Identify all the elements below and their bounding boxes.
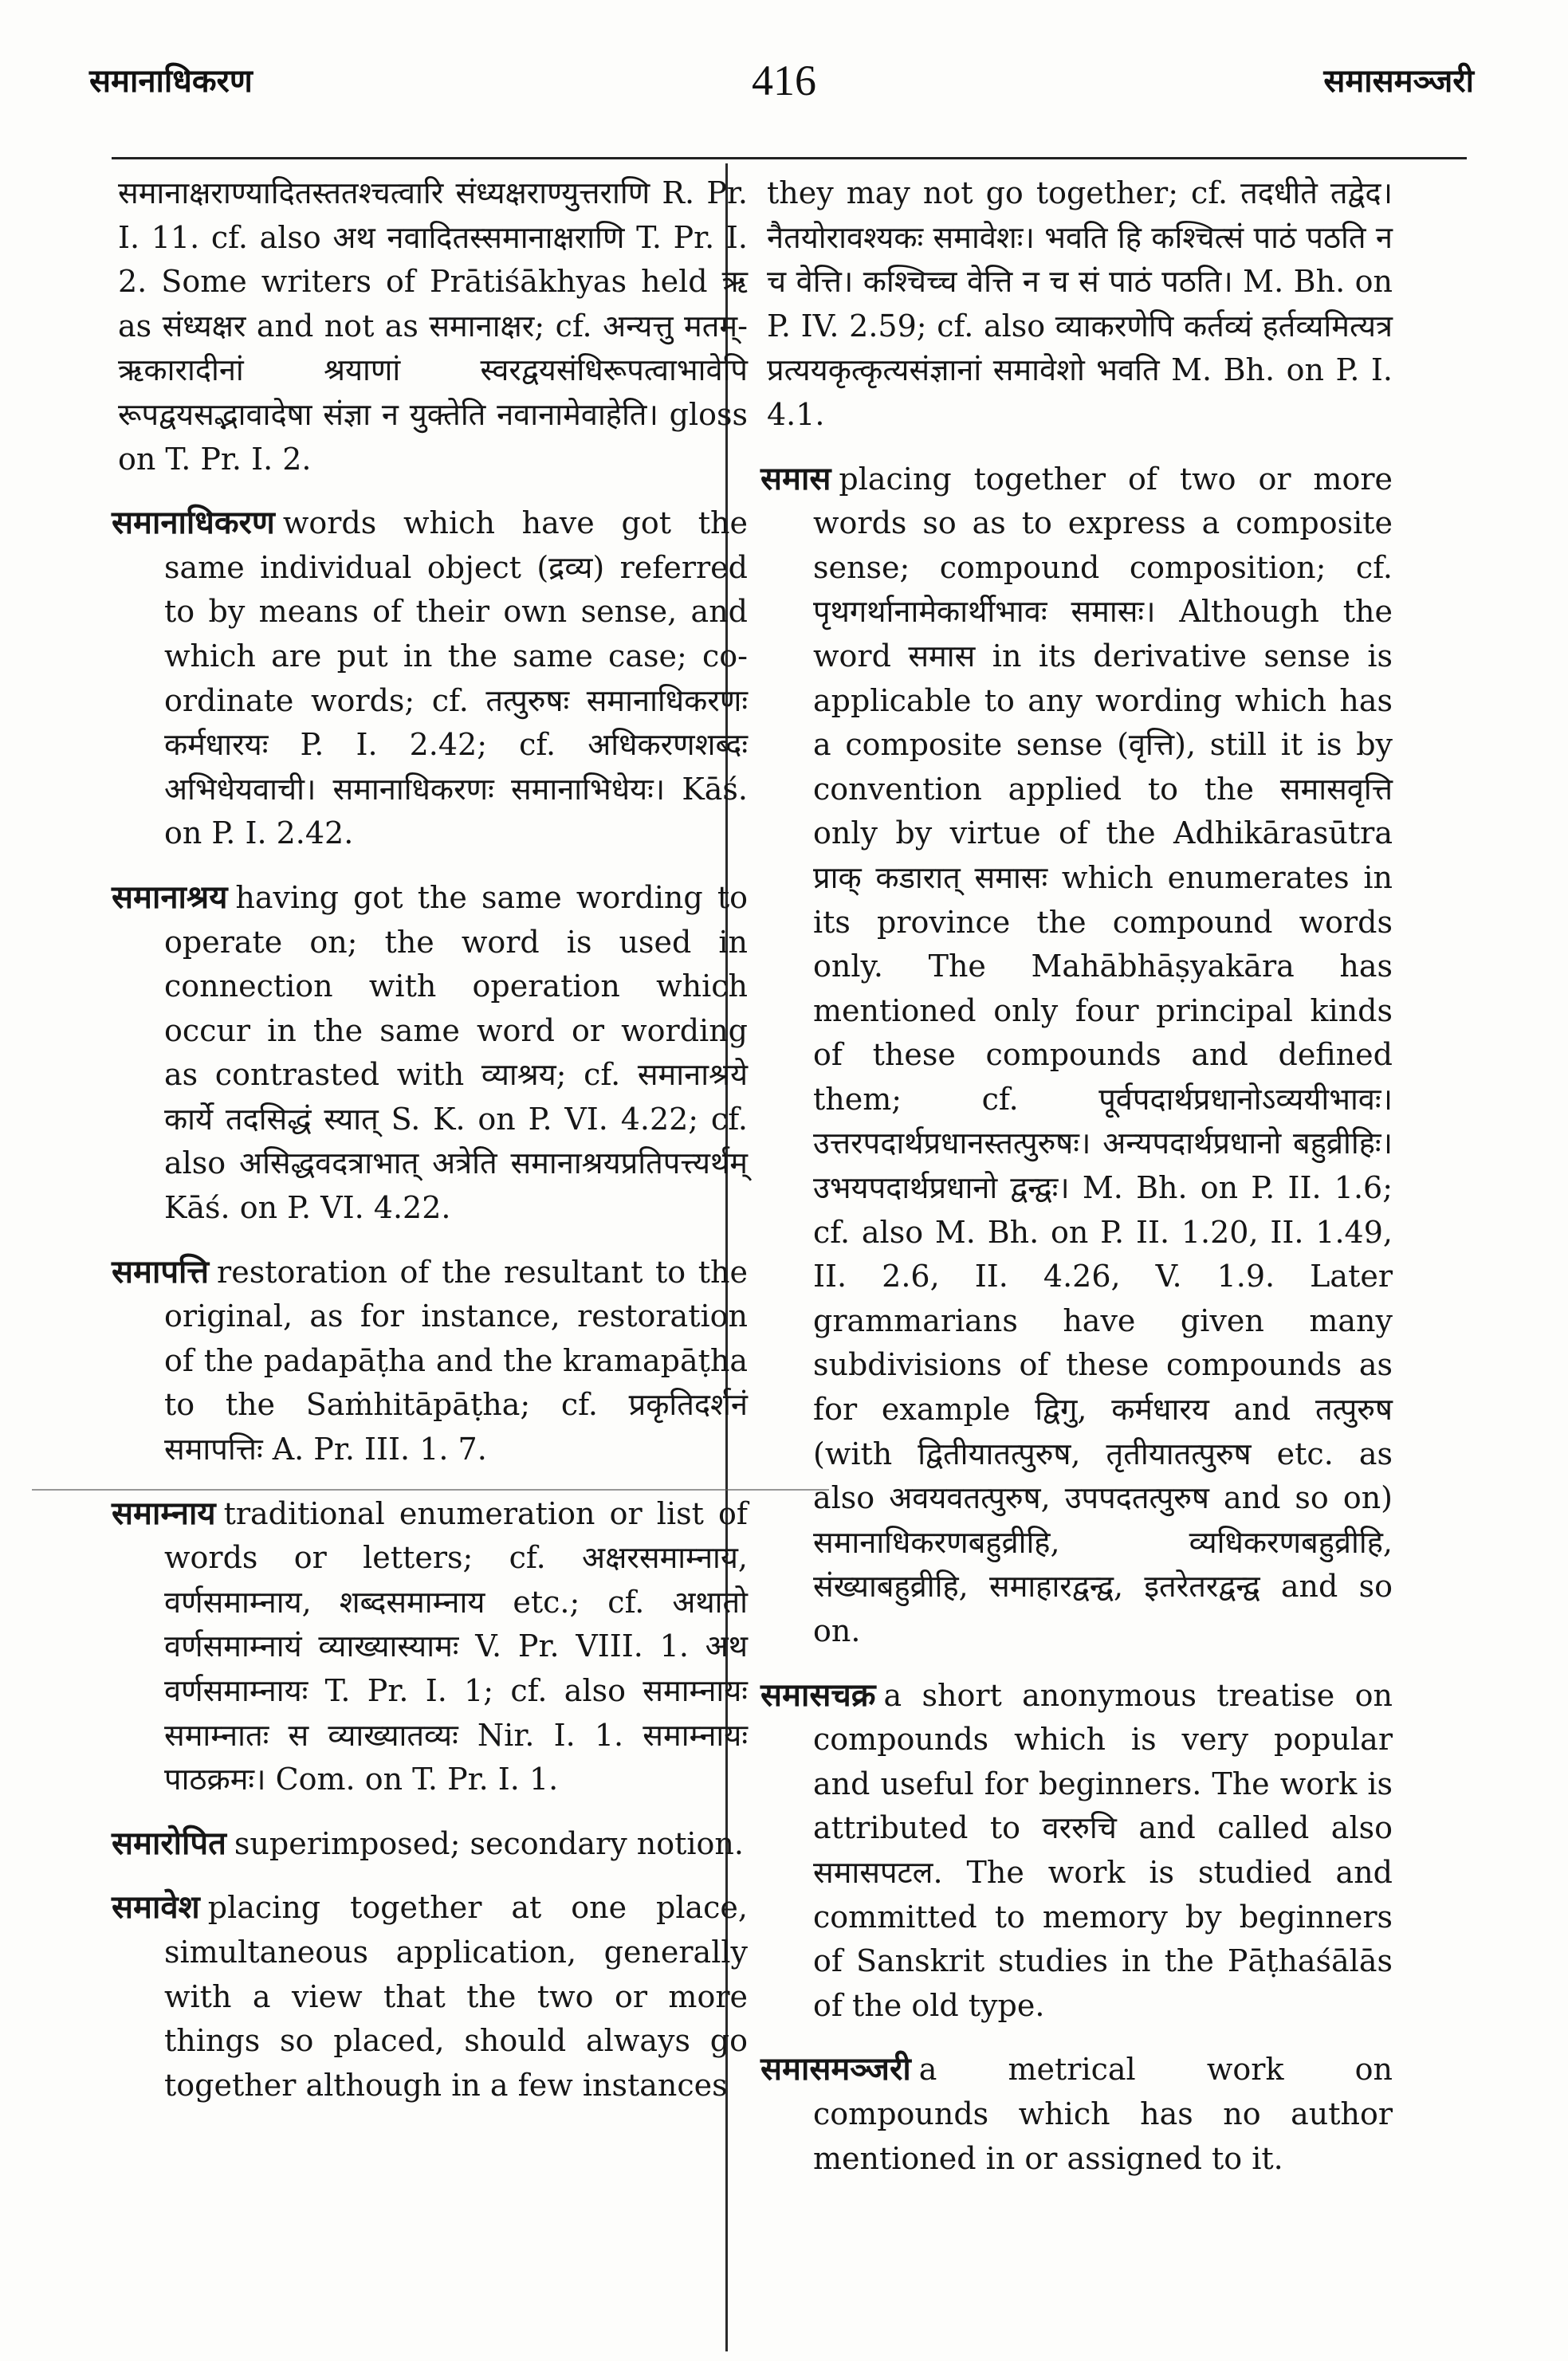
entry-headword: समास (760, 459, 831, 497)
entry (760, 1673, 1393, 2029)
entry-text: having got the same wording to operate on; the word is used in connection with operation which occur in the same word or wording as contrasted with व्याश्रय; cf. समानाश्रये कार्ये तदसिद्धं स्यात् S. K. on P. VI. 4.22; cf. also असिद्धवदत्राभात् अत्रेति समानाश्रयप्रतिपत्त्यर्थम् Kāś. on P. VI. 4.22. (164, 879, 748, 1226)
entry-text: words which have got the same individual object (द्रव्य) referred to by means of their own sense, and which are put in the same case; co-ordinate words; cf. तत्पुरुषः समानाधिकरणः कर्मधारयः P. I. 2.42; cf. अधिकरणशब्दः अभिधेयवाची। समानाधिकरणः समानाभिधेयः। Kāś. on P. I. 2.42. (164, 505, 748, 851)
entry-headword: समाम्नाय (112, 1494, 216, 1532)
entry-text: समानाक्षराण्यादितस्ततश्चत्वारि संध्यक्षराण्युत्तराणि R. Pr. I. 11. cf. also अथ नवादितस्समानाक्षराणि T. Pr. I. 2. Some writers of Prātiśākhyas held ऋ as संध्यक्षर and not as समानाक्षर; cf. अन्यत्तु मतम्-ऋकारादीनां श्रयाणां स्वरद्वयसंधिरूपत्वाभावेपि रूपद्वयसद्भावादेषा संज्ञा न युक्तेति नवानामेवाहेति। gloss on T. Pr. I. 2. (118, 175, 748, 477)
entry-text: traditional enumeration or list of words or letters; cf. अक्षरसमाम्नाय, वर्णसमाम्नाय, शब्दसमाम्नाय etc.; cf. अथातो वर्णसमाम्नायं व्याख्यास्यामः V. Pr. VIII. 1. अथ वर्णसमाम्नायः T. Pr. I. 1; cf. also समाम्नायः समाम्नातः स व्याख्यातव्यः Nir. I. 1. समाम्नायः पाठक्रमः। Com. on T. Pr. I. 1. (164, 1495, 748, 1797)
entry-headword: समापत्ति (112, 1252, 210, 1290)
entry (112, 1250, 748, 1472)
right-column (760, 171, 1393, 2200)
entry (112, 501, 748, 856)
entry-headword: समानाश्रय (112, 878, 228, 916)
entry (112, 1491, 748, 1802)
entry-headword: समासमञ्जरी (760, 2050, 911, 2088)
entry-headword: समावेश (112, 1888, 200, 1927)
entry-text: restoration of the resultant to the original, as for instance, restoration of the padapāṭha and the kramapāṭha to the Saṁhitāpāṭha; cf. प्रकृतिदर्शनं समापत्तिः A. Pr. III. 1. 7. (164, 1254, 748, 1467)
entry-text: a short anonymous treatise on compounds which is very popular and useful for beginners. The work is attributed to वररुचि and called also समासपटल. The work is studied and committed to memory by beginners of Sanskrit studies in the Pāṭhaśālās of the old type. (813, 1677, 1393, 2023)
page-number: 416 (752, 57, 816, 104)
entry-continuation (767, 171, 1393, 438)
entry (112, 1821, 748, 1867)
running-head-right: समासमञ्जरी (1323, 62, 1474, 100)
entry-headword: समानाधिकरण (112, 504, 275, 542)
entry-headword: समारोपित (112, 1824, 226, 1862)
entry (760, 457, 1393, 1654)
entry-text: superimposed; secondary notion. (234, 1825, 744, 1861)
entry-headword: समासचक्र (760, 1675, 876, 1714)
entry (112, 875, 748, 1231)
running-head-left: समानाधिकरण (89, 62, 253, 100)
entry-text: they may not go together; cf. तदधीते तद्वेद। नैतयोरावश्यकः समावेशः। भवति हि कश्चित्सं पाठं पठति न च वेत्ति। कश्चिच्च वेत्ति न च सं पाठं पठति। M. Bh. on P. IV. 2.59; cf. also व्याकरणेपि कर्तव्यं हर्तव्यमित्यत्र प्रत्ययकृत्कृत्यसंज्ञानां समावेशो भवति M. Bh. on P. I. 4.1. (767, 175, 1393, 432)
left-column (112, 171, 748, 2127)
entry-text: placing together at one place, simultaneous application, generally with a view that the two or more things so placed, should always go together although in a few instances (164, 1890, 748, 2103)
entry-text: a metrical work on compounds which has no author mentioned in or assigned to it. (813, 2052, 1393, 2176)
entry (112, 1885, 748, 2108)
header-rule (112, 157, 1467, 159)
entry (760, 2047, 1393, 2181)
entry-continuation (118, 171, 748, 481)
entry-text: placing together of two or more words so as to express a composite sense; compound composition; cf. पृथगर्थानामेकार्थीभावः समासः। Although the word समास in its derivative sense is applicable to any wording which has a composite sense (वृत्ति), still it is by convention applied to the समासवृत्ति only by virtue of the Adhikārasūtra प्राक् कडारात् समासः which enumerates in its province the compound words only. The Mahābhāṣyakāra has mentioned only four principal kinds of these compounds and defined them; cf. पूर्वपदार्थप्रधानोऽव्ययीभावः। उत्तरपदार्थप्रधानस्तत्पुरुषः। अन्यपदार्थप्रधानो बहुव्रीहिः। उभयपदार्थप्रधानो द्वन्द्वः। M. Bh. on P. II. 1.6; cf. also M. Bh. on P. II. 1.20, II. 1.49, II. 2.6, II. 4.26, V. 1.9. Later grammarians have given many subdivisions of these compounds as for example द्विगु, कर्मधारय and तत्पुरुष (with द्वितीयातत्पुरुष, तृतीयातत्पुरुष etc. as also अवयवतत्पुरुष, उपपदतत्पुरुष and so on) समानाधिकरणबहुव्रीहि, व्यधिकरणबहुव्रीहि, संख्याबहुव्रीहि, समाहारद्वन्द्व, इतरेतरद्वन्द्व and so on. (813, 461, 1393, 1648)
